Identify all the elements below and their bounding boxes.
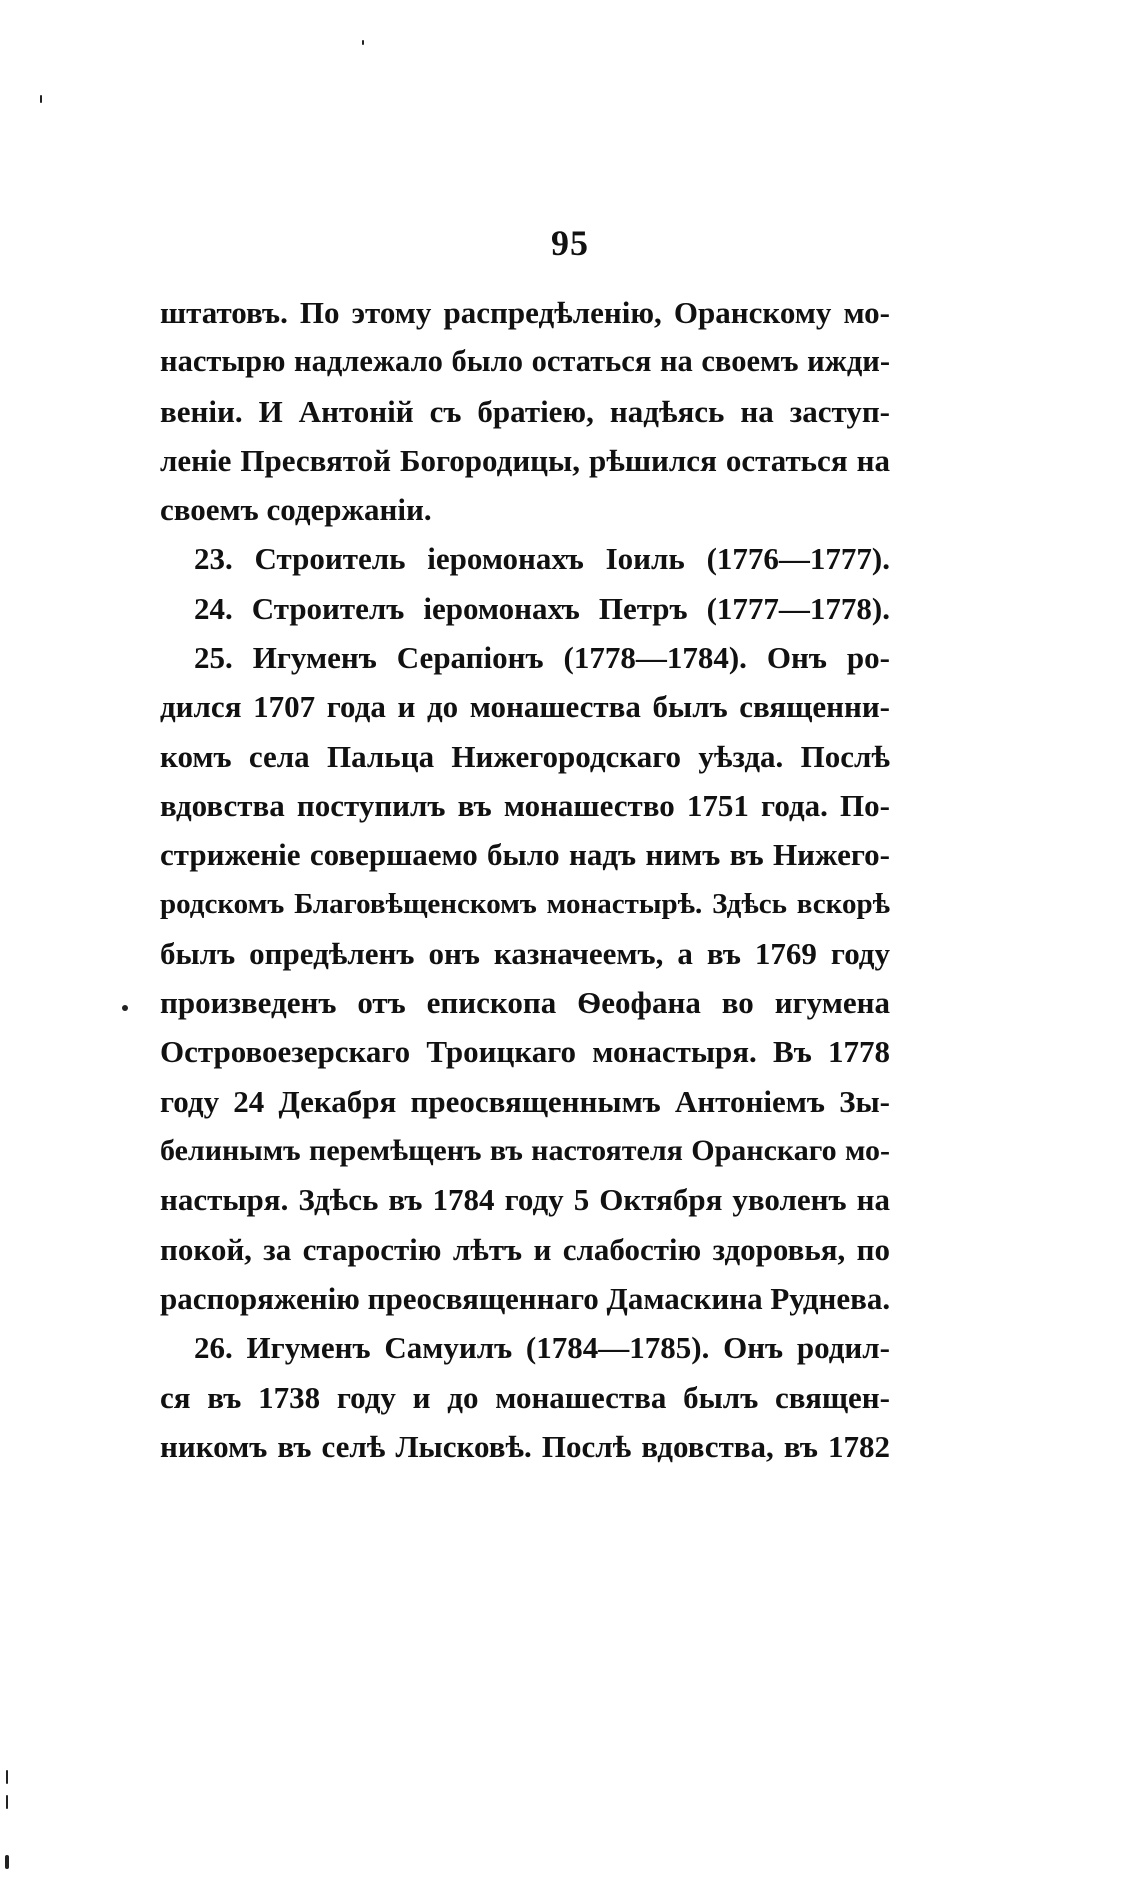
text-line: произведенъ отъ епископа Ѳеофана во игумена: [160, 985, 890, 1021]
scan-speck: [122, 1005, 128, 1011]
scan-speck: [5, 1855, 9, 1869]
scan-speck: [6, 1770, 8, 1784]
text-line: родскомъ Благовѣщенскомъ монастырѣ. Здѣсь вскорѣ: [160, 887, 890, 920]
text-line: былъ опредѣленъ онъ казначеемъ, а въ 1769 году: [160, 935, 890, 971]
scan-speck: [40, 95, 42, 103]
body-text: [160, 288, 890, 1471]
text-line: 23. Строитель іеромонахъ Іоиль (1776—1777).: [194, 541, 890, 577]
text-line: 26. Игуменъ Самуилъ (1784—1785). Онъ родил-: [194, 1330, 890, 1366]
text-line: распоряженію преосвященнаго Дамаскина Руднева.: [160, 1280, 891, 1316]
text-line: своемъ содержаніи.: [160, 492, 432, 528]
text-line: белинымъ перемѣщенъ въ настоятеля Оранскаго мо-: [160, 1134, 890, 1168]
text-line: никомъ въ селѣ Лысковѣ. Послѣ вдовства, въ 1782: [160, 1428, 890, 1464]
text-line: Островоезерскаго Троицкаго монастыря. Въ 1778: [160, 1034, 890, 1070]
text-line: штатовъ. По этому распредѣленію, Оранскому мо-: [160, 295, 890, 330]
text-line: 25. Игуменъ Серапіонъ (1778—1784). Онъ ро-: [194, 640, 890, 676]
text-line: году 24 Декабря преосвященнымъ Антоніемъ Зы-: [160, 1083, 890, 1119]
text-line: настыря. Здѣсь въ 1784 году 5 Октября уволенъ на: [160, 1182, 890, 1218]
text-line: веніи. И Антоній съ братіею, надѣясь на заступ-: [160, 393, 890, 429]
text-line: стриженіе совершаемо было надъ нимъ въ Нижего-: [160, 837, 890, 873]
text-line: покой, за старостію лѣтъ и слабостію здоровья, по: [160, 1231, 890, 1267]
text-line: ся въ 1738 году и до монашества былъ священ-: [160, 1379, 890, 1415]
scan-speck: [362, 40, 364, 45]
text-line: 24. Строителъ іеромонахъ Петръ (1777—1778).: [194, 590, 890, 626]
page-number: 95: [551, 223, 589, 263]
text-line: настырю надлежало было остаться на своемъ ижди-: [160, 344, 890, 379]
text-line: комъ села Пальца Нижегородскаго уѣзда. Послѣ: [160, 738, 890, 774]
scan-speck: [6, 1795, 8, 1809]
text-line: леніе Пресвятой Богородицы, рѣшился остаться на: [160, 442, 890, 478]
text-line: вдовства поступилъ въ монашество 1751 года. По-: [160, 787, 890, 823]
text-line: дился 1707 года и до монашества былъ священни-: [160, 689, 890, 725]
